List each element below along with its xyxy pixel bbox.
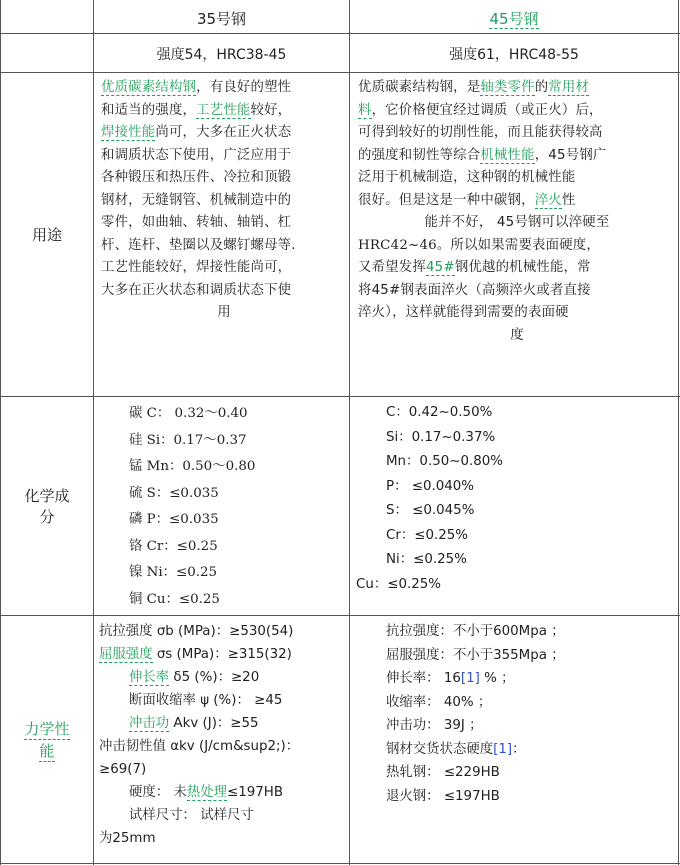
list-item: 硫 S：≤0.035 — [129, 485, 219, 501]
link-mechanical-performance[interactable]: 力学性 — [24, 719, 70, 738]
row-label-usage: 用途 — [31, 226, 62, 244]
list-item: P： ≤0.040% — [386, 478, 475, 494]
row-divider-2 — [0, 72, 680, 73]
list-item: 镍 Ni：≤0.25 — [129, 565, 218, 580]
link-mechanical-performance-2[interactable]: 能 — [39, 741, 55, 760]
list-item: 磷 P：≤0.035 — [129, 512, 219, 527]
row-divider-1 — [0, 33, 680, 34]
usage-45-text: 优质碳素结构钢，是轴类零件的常用材 料，它价格便宜经过调质（或正火）后， 可得到较好的切削性能，而且能获得较高 的强度和韧性等综合机械性能，45号钢广 泛用于机械制造，这种钢的机械性能 很好。但是这是一种中碳钢，淬火性 能并不好， 45号钢可以淬硬至 HRC42~46。所以如果需要表面硬度， 又希望发挥45#钢优越的机械性能，常 将45#钢表面淬火（高频淬火或者直接 淬火），这样就能得到需要的表面硬 度 — [358, 80, 610, 343]
list-item: 铬 Cr：≤0.25 — [129, 538, 218, 554]
table-border-right — [678, 0, 679, 865]
link-elongation[interactable]: 伸长率 — [129, 670, 170, 685]
row-divider-4 — [0, 615, 680, 616]
table-border-bottom — [0, 863, 680, 864]
row-divider-3 — [0, 396, 680, 397]
chemistry-35-list — [129, 401, 345, 613]
list-item: 硅 Si：0.17～0.37 — [129, 432, 247, 448]
link-shaft-parts[interactable]: 轴类零件 — [480, 80, 535, 95]
link-quality-carbon-steel[interactable]: 优质碳素结构钢 — [101, 80, 197, 95]
link-45-steel[interactable]: 45# — [425, 260, 455, 275]
link-welding-performance[interactable]: 焊接性能 — [101, 125, 156, 140]
link-heat-treatment[interactable]: 热处理 — [186, 785, 227, 800]
link-impact-energy[interactable]: 冲击功 — [129, 716, 170, 731]
list-item: Cr：≤0.25% — [386, 527, 469, 543]
row-label-chemistry: 化学成 分 — [24, 487, 70, 526]
link-mechanical-properties[interactable]: 机械性能 — [480, 147, 535, 163]
list-item: Mn：0.50~0.80% — [386, 454, 504, 469]
column-divider-1 — [93, 0, 94, 865]
row-label-mechanics — [1, 616, 93, 863]
link-quenching[interactable]: 淬火 — [534, 192, 562, 208]
chemistry-45-list — [356, 401, 676, 597]
mechanics-45-list: 抗拉强度：不小于600Mpa ； 屈服强度：不小于355Mpa ； 伸长率： 16[1] % ； 收缩率： 40% ； 冲击功： 39J ； 钢材交货状态硬度[1]： 热轧钢： ≤229HB 退火钢： ≤197HB — [386, 624, 565, 804]
header-35-steel: 35号钢 — [196, 10, 247, 28]
usage-35-text: 优质碳素结构钢，有良好的塑性 和适当的强度，工艺性能较好， 焊接性能尚可，大多在正火状态 和调质状态下使用，广泛应用于 各种锻压和热压件、冷拉和顶锻 钢材，无缝钢管、机械制造中的 零件，如曲轴、转轴、轴销、杠 杆、连杆、垫圈以及螺钉螺母等. 工艺性能较好，焊接性能尚可， 大多在正火状态和调质状态下使 用 — [101, 80, 296, 320]
header-45-steel-link[interactable]: 45号钢 — [489, 10, 539, 28]
footnote-ref-2[interactable]: [1] — [493, 741, 513, 757]
column-divider-2 — [349, 0, 350, 865]
header-45-steel — [350, 8, 678, 29]
list-item: Si：0.17~0.37% — [386, 429, 496, 445]
mechanics-35-list: 抗拉强度 σb (MPa)：≥530(54) 屈服强度 σs (MPa)：≥315(32) 伸长率 δ5 (%)：≥20 断面收缩率 ψ (%)： ≥45 冲击功 Akv (J)：≥55 冲击韧性值 αkv (J/cm&sup2;)： ≥69(7) 硬度： 未热处理≤197HB 试样尺寸： 试样尺寸 为25mm — [99, 624, 300, 846]
link-common-material[interactable]: 常用材 — [548, 80, 590, 95]
list-item: Ni：≤0.25% — [386, 552, 467, 567]
link-material[interactable]: 料 — [358, 102, 372, 118]
list-item: S： ≤0.045% — [386, 503, 475, 518]
list-item: 铜 Cu：≤0.25 — [129, 591, 220, 607]
list-item: C：0.42~0.50% — [386, 405, 493, 420]
link-yield-strength[interactable]: 屈服强度 — [99, 647, 153, 662]
list-item: 碳 C： 0.32～0.40 — [129, 406, 248, 421]
list-item: Cu：≤0.25% — [356, 576, 441, 592]
strength-45: 强度61，HRC48-55 — [449, 47, 579, 63]
link-process-performance[interactable]: 工艺性能 — [196, 102, 251, 118]
strength-35: 强度54，HRC38-45 — [156, 47, 287, 63]
list-item: 锰 Mn：0.50～0.80 — [129, 459, 256, 474]
footnote-ref-1[interactable]: [1] — [460, 671, 480, 686]
